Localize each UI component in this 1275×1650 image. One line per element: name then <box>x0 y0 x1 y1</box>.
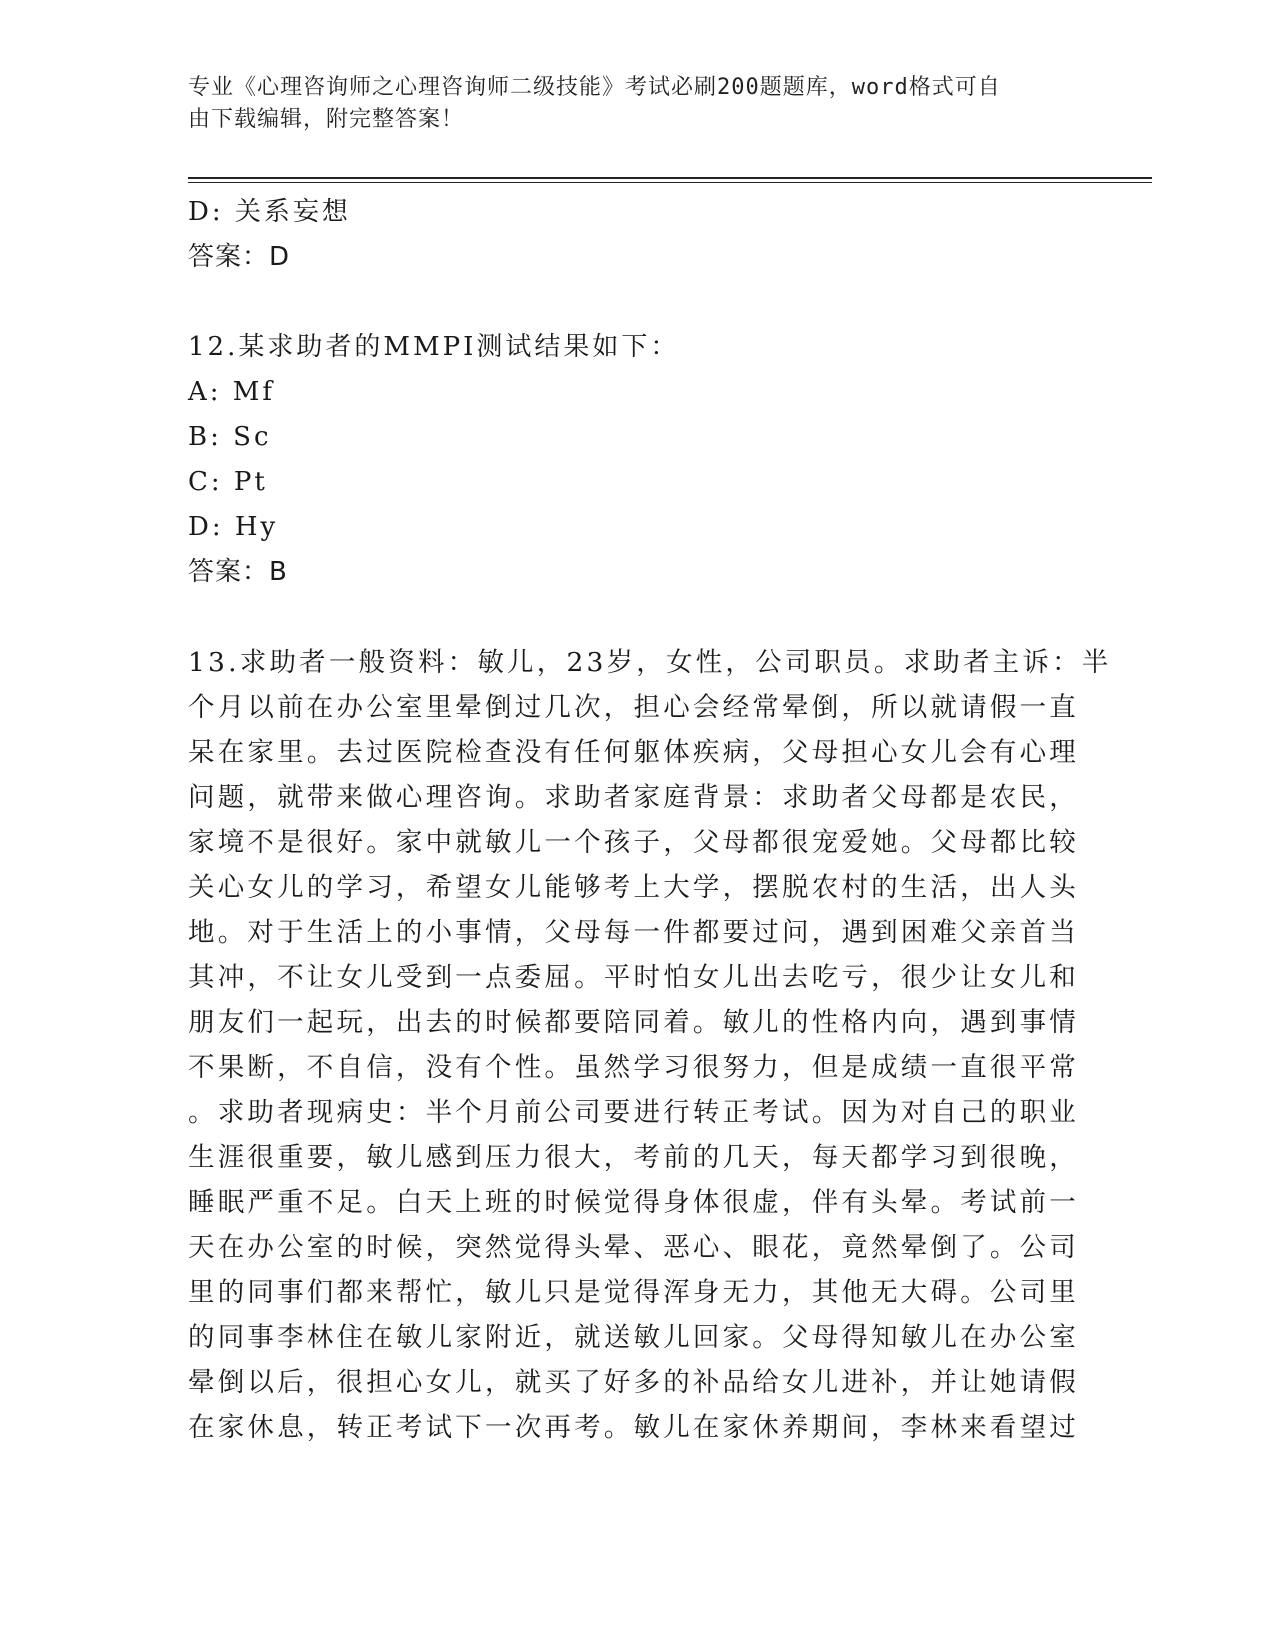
q12-option-c: C: Pt <box>188 467 268 497</box>
q12-stem: 12.某求助者的MMPI测试结果如下： <box>188 332 680 362</box>
page-header <box>188 72 1068 136</box>
q13-line: 。求助者现病史：半个月前公司要进行转正考试。因为对自己的职业 <box>188 1097 1079 1128</box>
q11-answer: 答案：D <box>188 242 291 272</box>
q13-line: 睡眠严重不足。白天上班的时候觉得身体很虚，伴有头晕。考试前一 <box>188 1187 1079 1218</box>
q13-line: 呆在家里。去过医院检查没有任何躯体疾病，父母担心女儿会有心理 <box>188 737 1079 768</box>
q13-line: 关心女儿的学习，希望女儿能够考上大学，摆脱农村的生活，出人头 <box>188 872 1079 903</box>
q12-option-d: D: Hy <box>188 512 279 542</box>
q13-line: 个月以前在办公室里晕倒过几次，担心会经常晕倒，所以就请假一直 <box>188 692 1079 723</box>
header-rule-thick <box>188 177 1152 179</box>
q11-option-d: D: 关系妄想 <box>188 197 351 227</box>
q13-line: 的同事李林住在敏儿家附近，就送敏儿回家。父母得知敏儿在办公室 <box>188 1322 1079 1353</box>
header-rule-thin <box>188 182 1152 183</box>
q13-line: 在家休息，转正考试下一次再考。敏儿在家休养期间，李林来看望过 <box>188 1412 1079 1443</box>
q13-line: 朋友们一起玩，出去的时候都要陪同着。敏儿的性格内向，遇到事情 <box>188 1007 1079 1038</box>
header-line-2: 由下载编辑，附完整答案！ <box>188 107 465 132</box>
q13-line: 里的同事们都来帮忙，敏儿只是觉得浑身无力，其他无大碍。公司里 <box>188 1277 1079 1308</box>
header-line-1: 专业《心理咨询师之心理咨询师二级技能》考试必刷200题题库，word格式可自 <box>188 75 1001 100</box>
spacer <box>188 595 1088 640</box>
q13-line: 13.求助者一般资料：敏儿，23岁，女性，公司职员。求助者主诉：半 <box>188 647 1112 678</box>
q13-line: 天在办公室的时候，突然觉得头晕、恶心、眼花，竟然晕倒了。公司 <box>188 1232 1079 1263</box>
q13-line: 问题，就带来做心理咨询。求助者家庭背景：求助者父母都是农民， <box>188 782 1079 813</box>
spacer <box>188 280 1088 325</box>
q13-line: 晕倒以后，很担心女儿，就买了好多的补品给女儿进补，并让她请假 <box>188 1367 1079 1398</box>
q12-answer: 答案：B <box>188 557 288 587</box>
q13-paragraph <box>188 640 1112 1450</box>
q13-line: 其冲，不让女儿受到一点委屈。平时怕女儿出去吃亏，很少让女儿和 <box>188 962 1079 993</box>
q12-option-b: B: Sc <box>188 422 272 452</box>
q13-line: 地。对于生活上的小事情，父母每一件都要过问，遇到困难父亲首当 <box>188 917 1079 948</box>
q12-option-a: A: Mf <box>188 377 276 407</box>
document-body <box>188 190 1112 1450</box>
q13-line: 不果断，不自信，没有个性。虽然学习很努力，但是成绩一直很平常 <box>188 1052 1079 1083</box>
q13-line: 生涯很重要，敏儿感到压力很大，考前的几天，每天都学习到很晚， <box>188 1142 1079 1173</box>
q13-line: 家境不是很好。家中就敏儿一个孩子，父母都很宠爱她。父母都比较 <box>188 827 1079 858</box>
